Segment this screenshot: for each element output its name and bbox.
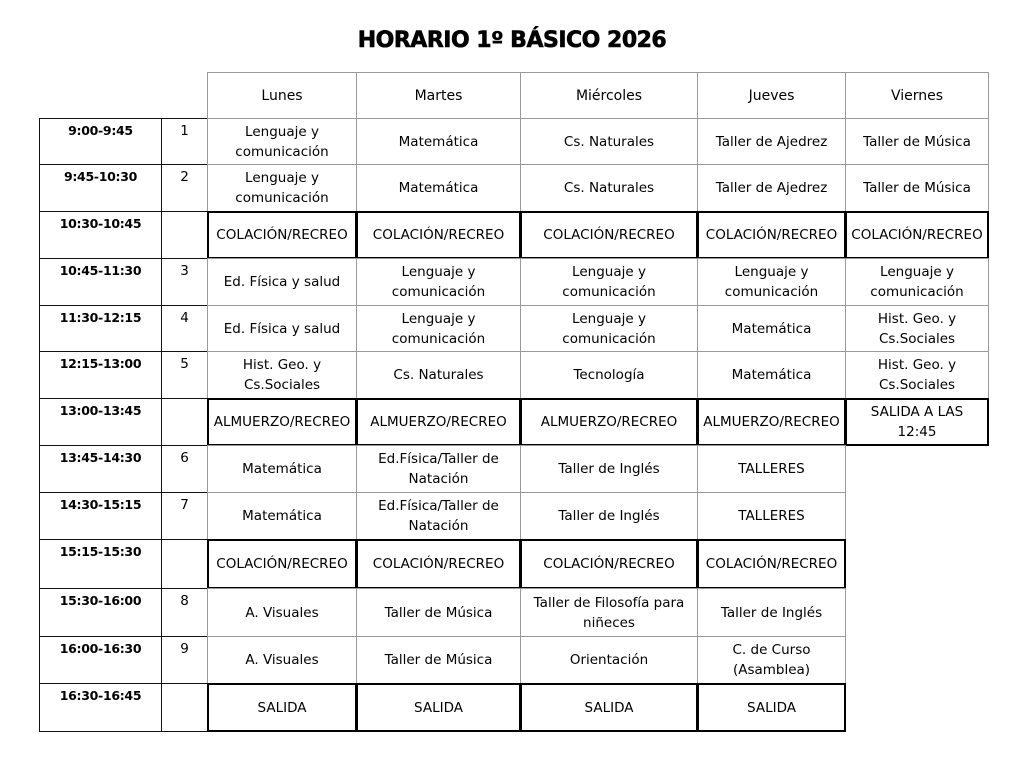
subject-cell: Lenguaje y comunicación <box>845 258 989 306</box>
subject-cell: Lenguaje y comunicación <box>697 258 846 306</box>
subject-cell: Taller de Inglés <box>520 492 698 540</box>
break-cell: ALMUERZO/RECREO <box>356 398 521 446</box>
subject-cell: Taller de Inglés <box>520 445 698 493</box>
subject-cell: Ed.Física/Taller de Natación <box>356 492 521 540</box>
day-header: Martes <box>356 72 521 119</box>
time-slot: 16:30-16:45 <box>39 683 162 732</box>
subject-cell: Matemática <box>697 351 846 399</box>
subject-cell: Matemática <box>207 445 357 493</box>
break-cell: ALMUERZO/RECREO <box>697 398 846 446</box>
time-slot: 12:15-13:00 <box>39 351 162 399</box>
day-header: Miércoles <box>520 72 698 119</box>
subject-cell: Ed. Física y salud <box>207 258 357 306</box>
subject-cell: Taller de Música <box>356 636 521 684</box>
subject-cell: Matemática <box>356 118 521 165</box>
subject-cell: Orientación <box>520 636 698 684</box>
period-number <box>161 539 208 589</box>
break-cell: COLACIÓN/RECREO <box>356 211 521 259</box>
subject-cell: TALLERES <box>697 445 846 493</box>
subject-cell: Taller de Ajedrez <box>697 164 846 212</box>
time-slot: 9:45-10:30 <box>39 164 162 212</box>
period-number: 1 <box>161 118 208 165</box>
subject-cell: Matemática <box>697 305 846 352</box>
period-number <box>161 683 208 732</box>
subject-cell: Taller de Música <box>356 588 521 637</box>
break-cell: SALIDA <box>356 683 521 732</box>
subject-cell: Ed.Física/Taller de Natación <box>356 445 521 493</box>
subject-cell: Cs. Naturales <box>520 164 698 212</box>
subject-cell: Matemática <box>356 164 521 212</box>
time-slot: 14:30-15:15 <box>39 492 162 540</box>
subject-cell: A. Visuales <box>207 636 357 684</box>
subject-cell: Taller de Ajedrez <box>697 118 846 165</box>
break-cell: COLACIÓN/RECREO <box>207 539 357 589</box>
subject-cell: Lenguaje y comunicación <box>520 258 698 306</box>
period-number: 9 <box>161 636 208 684</box>
period-number: 7 <box>161 492 208 540</box>
subject-cell: Lenguaje y comunicación <box>520 305 698 352</box>
subject-cell: Matemática <box>207 492 357 540</box>
day-header: Lunes <box>207 72 357 119</box>
subject-cell: Taller de Inglés <box>697 588 846 637</box>
time-slot: 10:45-11:30 <box>39 258 162 306</box>
subject-cell: Lenguaje y comunicación <box>356 305 521 352</box>
break-cell: COLACIÓN/RECREO <box>520 539 698 589</box>
break-cell: COLACIÓN/RECREO <box>520 211 698 259</box>
break-cell: COLACIÓN/RECREO <box>207 211 357 259</box>
subject-cell: Hist. Geo. y Cs.Sociales <box>207 351 357 399</box>
period-number: 6 <box>161 445 208 493</box>
break-cell: COLACIÓN/RECREO <box>356 539 521 589</box>
subject-cell: Taller de Filosofía para niñeces <box>520 588 698 637</box>
period-number <box>161 398 208 446</box>
subject-cell: Lenguaje y comunicación <box>356 258 521 306</box>
time-slot: 15:15-15:30 <box>39 539 162 589</box>
subject-cell: Hist. Geo. y Cs.Sociales <box>845 305 989 352</box>
break-cell: SALIDA <box>697 683 846 732</box>
subject-cell: Tecnología <box>520 351 698 399</box>
break-cell: COLACIÓN/RECREO <box>845 211 989 259</box>
subject-cell: Hist. Geo. y Cs.Sociales <box>845 351 989 399</box>
subject-cell: Cs. Naturales <box>356 351 521 399</box>
period-number: 5 <box>161 351 208 399</box>
time-slot: 16:00-16:30 <box>39 636 162 684</box>
day-header: Viernes <box>845 72 989 119</box>
subject-cell: Cs. Naturales <box>520 118 698 165</box>
subject-cell: Lenguaje y comunicación <box>207 118 357 165</box>
break-cell: SALIDA <box>207 683 357 732</box>
time-slot: 15:30-16:00 <box>39 588 162 637</box>
time-slot: 13:45-14:30 <box>39 445 162 493</box>
time-slot: 13:00-13:45 <box>39 398 162 446</box>
day-header: Jueves <box>697 72 846 119</box>
time-slot: 9:00-9:45 <box>39 118 162 165</box>
subject-cell: Lenguaje y comunicación <box>207 164 357 212</box>
period-number: 8 <box>161 588 208 637</box>
page-title: HORARIO 1º BÁSICO 2026 <box>357 28 667 53</box>
break-cell: COLACIÓN/RECREO <box>697 539 846 589</box>
period-number: 3 <box>161 258 208 306</box>
subject-cell: Ed. Física y salud <box>207 305 357 352</box>
subject-cell: TALLERES <box>697 492 846 540</box>
subject-cell: A. Visuales <box>207 588 357 637</box>
period-number: 4 <box>161 305 208 352</box>
subject-cell: C. de Curso (Asamblea) <box>697 636 846 684</box>
break-cell: SALIDA <box>520 683 698 732</box>
break-cell: SALIDA A LAS 12:45 <box>845 398 989 446</box>
break-cell: ALMUERZO/RECREO <box>520 398 698 446</box>
subject-cell: Taller de Música <box>845 164 989 212</box>
period-number <box>161 211 208 259</box>
subject-cell: Taller de Música <box>845 118 989 165</box>
period-number: 2 <box>161 164 208 212</box>
break-cell: ALMUERZO/RECREO <box>207 398 357 446</box>
time-slot: 11:30-12:15 <box>39 305 162 352</box>
break-cell: COLACIÓN/RECREO <box>697 211 846 259</box>
time-slot: 10:30-10:45 <box>39 211 162 259</box>
